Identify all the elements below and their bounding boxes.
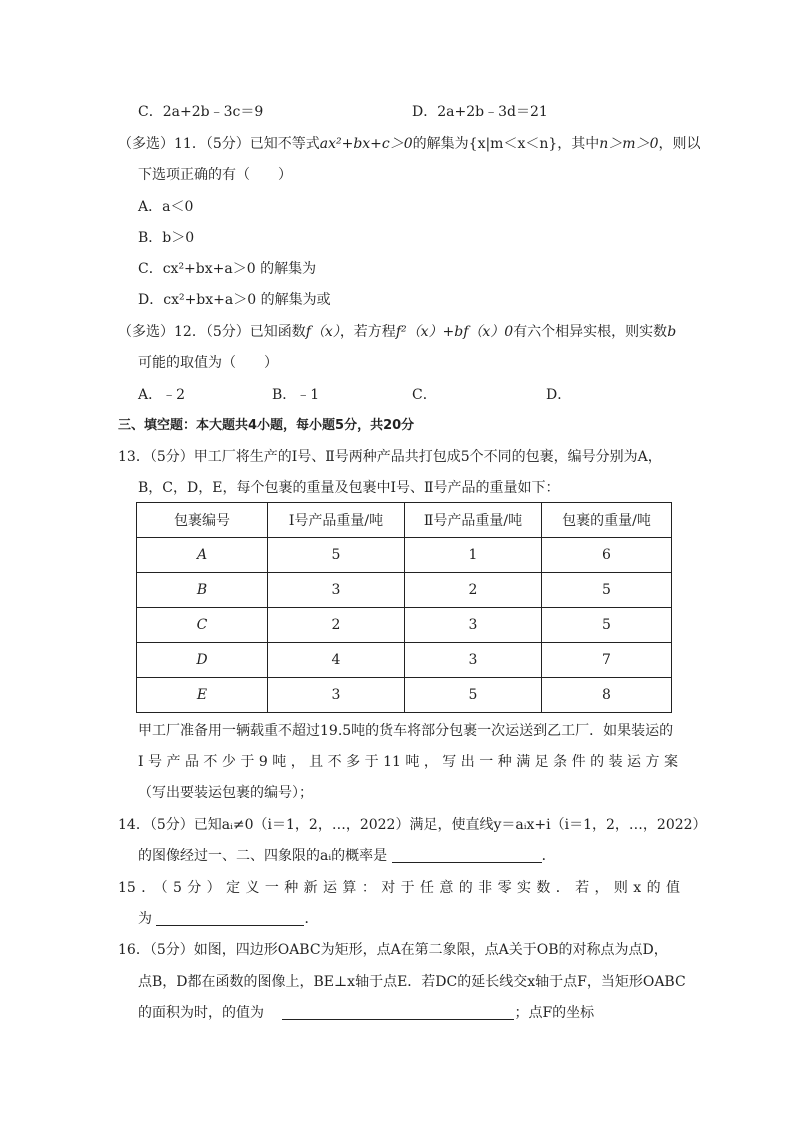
q11-option-b: B．b＞0 <box>138 230 195 246</box>
q16-stem-line3 <box>138 1003 678 1023</box>
table-cell: 8 <box>542 678 672 713</box>
q13-stem-line1: 13．（5分）甲工厂将生产的Ⅰ号、Ⅱ号两种产品共打包成5个不同的包裹，编号分别为A， <box>118 449 662 465</box>
table-row <box>137 678 672 713</box>
q11-mid: 的解集为{x|m＜x＜n}，其中 <box>412 136 600 152</box>
q12-stem-line1 <box>118 322 676 342</box>
section-heading: 三、填空题：本大题共4小题，每小题5分，共20分 <box>118 418 415 433</box>
q12-mid: ，若方程 <box>339 324 396 340</box>
table-cell: 3 <box>405 643 542 678</box>
table-cell: B <box>137 573 268 608</box>
q13-stem-line2: B，C，D，E，每个包裹的重量及包裹中Ⅰ号、Ⅱ号产品的重量如下： <box>138 480 560 496</box>
package-table <box>136 502 672 713</box>
q12-option-a: A．﹣2 <box>138 387 186 403</box>
table-cell: 7 <box>542 643 672 678</box>
q12-text: 有六个相异实根，则实数 <box>513 324 668 340</box>
table-row <box>137 538 672 573</box>
table-cell: 3 <box>268 678 405 713</box>
table-row <box>137 608 672 643</box>
q12-option-d: D． <box>546 387 572 403</box>
table-header-row <box>137 503 672 538</box>
q12-variable: b <box>667 324 677 340</box>
q15-stem-line2 <box>138 909 318 929</box>
q11-stem-line1 <box>118 134 700 154</box>
q10-option-d: D．2a+2b﹣3d＝21 <box>412 104 548 120</box>
q12-option-c: C． <box>412 387 437 403</box>
table-row <box>137 573 672 608</box>
q16-text-b: ；点F的坐标 <box>514 1005 595 1021</box>
table-cell: 1 <box>405 538 542 573</box>
q11-prefix: （多选）11．（5分）已知不等式 <box>118 136 320 152</box>
q14-stem-line1: 14．（5分）已知aᵢ≠0（i＝1，2，…，2022）满足，使直线y＝aᵢx+i（i＝1，2，…，2022） <box>118 817 707 833</box>
table-header-cell: 包裹的重量/吨 <box>542 503 672 538</box>
q14-text: 的图像经过一、二、四象限的aᵢ的概率是 <box>138 848 388 864</box>
table-cell: 5 <box>405 678 542 713</box>
q15-end: ． <box>304 911 319 927</box>
q12-equation: f²（x）+bf（x）0 <box>395 324 514 340</box>
table-header-cell: 包裹编号 <box>137 503 268 538</box>
table-header-cell: Ⅰ号产品重量/吨 <box>268 503 405 538</box>
q11-option-d: D．cx²+bx+a＞0 的解集为或 <box>138 292 331 308</box>
q16-stem-line1: 16．（5分）如图，四边形OABC为矩形，点A在第二象限，点A关于OB的对称点为点D， <box>118 942 668 958</box>
table-cell: 5 <box>542 608 672 643</box>
q15-answer-blank[interactable] <box>156 911 304 926</box>
q16-text-a: 的面积为时，的值为 <box>138 1005 264 1021</box>
q12-prefix: （多选）12．（5分）已知函数 <box>118 324 306 340</box>
q11-stem-line2: 下选项正确的有（ ） <box>138 167 292 183</box>
q13-after-line2: Ⅰ号产品不少于9吨，且不多于11吨，写出一种满足条件的装运方案 <box>138 754 678 770</box>
q16-answer-blank[interactable] <box>282 1005 514 1020</box>
table-cell: C <box>137 608 268 643</box>
table-cell: 4 <box>268 643 405 678</box>
q16-stem-line2: 点B，D都在函数的图像上，BE⊥x轴于点E．若DC的延长线交x轴于点F，当矩形OABC <box>138 974 686 990</box>
table-header-cell: Ⅱ号产品重量/吨 <box>405 503 542 538</box>
q12-option-b: B．﹣1 <box>272 387 320 403</box>
table-cell: 2 <box>268 608 405 643</box>
q12-function: f（x） <box>305 324 340 340</box>
q14-end: ． <box>541 848 556 864</box>
table-cell: D <box>137 643 268 678</box>
q13-after-line1: 甲工厂准备用一辆载重不超过19.5吨的货车将部分包裹一次运送到乙工厂．如果装运的 <box>138 723 674 739</box>
table-cell: 5 <box>542 573 672 608</box>
q13-after-line3: （写出要装运包裹的编号）； <box>138 785 313 801</box>
table-cell: 2 <box>405 573 542 608</box>
q14-answer-blank[interactable] <box>392 848 542 863</box>
table-cell: 3 <box>268 573 405 608</box>
q14-stem-line2 <box>138 846 556 866</box>
table-cell: A <box>137 538 268 573</box>
q11-suffix: ，则以 <box>658 136 701 152</box>
q12-stem-line2: 可能的取值为（ ） <box>138 355 278 371</box>
q12-options <box>138 385 571 405</box>
table-cell: 5 <box>268 538 405 573</box>
table-cell: 6 <box>542 538 672 573</box>
q11-inequality: ax²+bx+c＞0 <box>319 136 413 152</box>
q11-option-a: A．a＜0 <box>138 199 194 215</box>
q10-option-c: C．2a+2b﹣3c＝9 <box>138 104 264 120</box>
q15-text: 为 <box>138 911 152 927</box>
q15-stem-line1: 15．（5分）定义一种新运算：对于任意的非零实数．若，则x的值 <box>118 880 680 896</box>
table-cell: 3 <box>405 608 542 643</box>
table-row <box>137 643 672 678</box>
table-cell: E <box>137 678 268 713</box>
q11-option-c: C．cx²+bx+a＞0 的解集为 <box>138 261 317 277</box>
q11-condition: n＞m＞0 <box>599 136 659 152</box>
